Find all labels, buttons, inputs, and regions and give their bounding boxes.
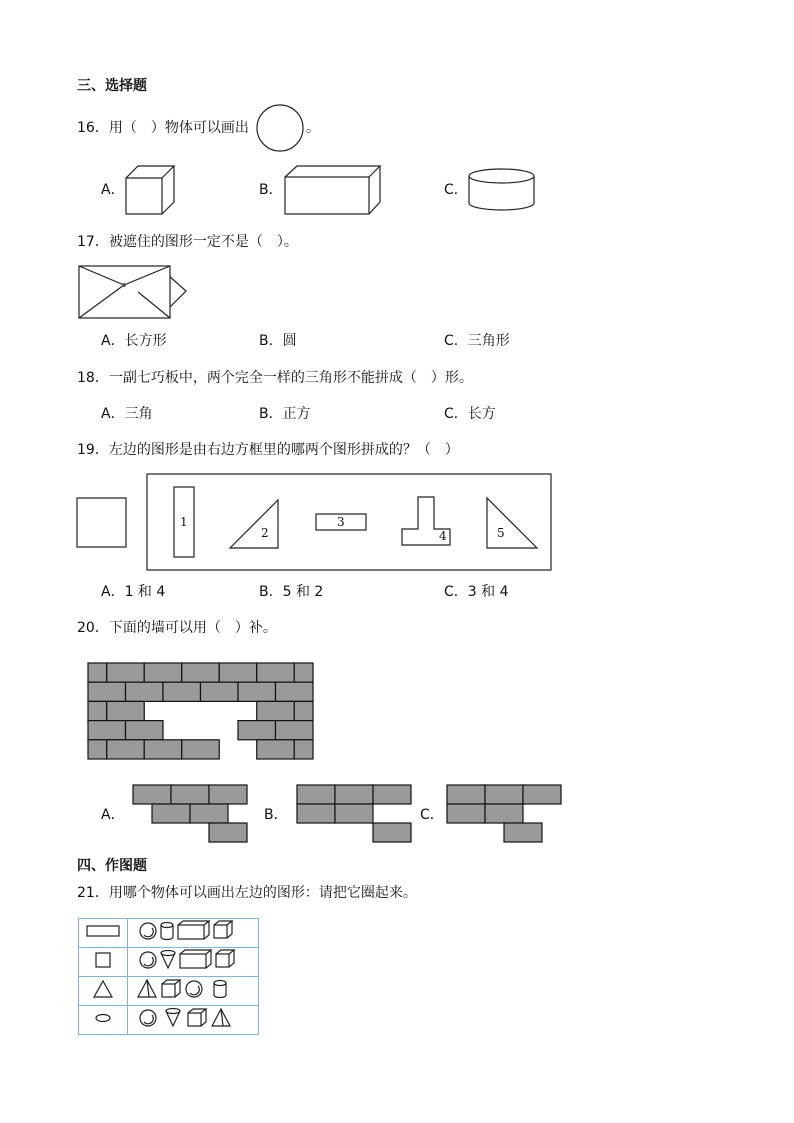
wall-brick xyxy=(107,701,145,720)
wall-brick xyxy=(126,721,164,740)
cube-icon xyxy=(188,1009,206,1026)
cube-icon xyxy=(216,950,234,967)
wall-brick xyxy=(294,740,313,759)
wall-brick xyxy=(144,740,182,759)
q21-row4-objects[interactable] xyxy=(128,1006,259,1035)
q16-stem-suffix: 。 xyxy=(306,120,320,136)
wall-brick xyxy=(88,701,107,720)
cone-icon xyxy=(166,1009,180,1027)
cube-icon xyxy=(162,980,180,997)
q21-row2-objects[interactable] xyxy=(128,948,259,977)
piece-3-label: 3 xyxy=(337,515,345,529)
wall-brick xyxy=(257,701,295,720)
q16-option-b-label[interactable]: B． xyxy=(259,182,283,198)
q18-option-a[interactable]: A．三角 xyxy=(101,406,153,422)
wall-brick xyxy=(257,740,295,759)
q19-option-b[interactable]: B．5 和 2 xyxy=(259,584,324,600)
oval-icon xyxy=(96,1015,110,1022)
cone-icon xyxy=(161,951,175,969)
square-icon xyxy=(96,953,110,967)
section-title-drawing: 四、作图题 xyxy=(77,858,147,874)
sphere-icon xyxy=(140,923,156,939)
piece-1 xyxy=(174,487,194,557)
sphere-icon xyxy=(186,981,202,997)
q16-option-c-label[interactable]: C． xyxy=(444,182,468,198)
q20-stem: 20．下面的墙可以用（ ）补。 xyxy=(77,620,277,636)
q19-stem: 19．左边的图形是由右边方框里的哪两个图形拼成的？（ ） xyxy=(77,442,459,458)
cylinder-icon xyxy=(214,981,226,998)
q17-stem: 17．被遮住的图形一定不是（ ）。 xyxy=(77,234,298,250)
q21-stem: 21．用哪个物体可以画出左边的图形：请把它圈起来。 xyxy=(77,885,417,901)
q21-row4-shape xyxy=(79,1006,128,1035)
pieces-frame xyxy=(146,473,553,572)
pyramid-icon xyxy=(212,1009,230,1026)
q18-option-b[interactable]: B．正方 xyxy=(259,406,311,422)
section-title-choice: 三、选择题 xyxy=(77,78,147,94)
wall-brick xyxy=(144,663,182,682)
pyramid-icon xyxy=(138,980,156,997)
sphere-icon xyxy=(140,1010,156,1026)
wall-brick xyxy=(238,721,276,740)
wall-brick xyxy=(88,740,107,759)
q18-option-c[interactable]: C．长方 xyxy=(444,406,496,422)
q21-row1-objects[interactable] xyxy=(128,919,259,948)
q20-option-b-bricks[interactable] xyxy=(296,784,414,846)
cuboid-icon[interactable] xyxy=(284,165,382,215)
wall-brick xyxy=(88,663,107,682)
q18-stem: 18．一副七巧板中，两个完全一样的三角形不能拼成（ ）形。 xyxy=(77,370,473,386)
q17-option-c[interactable]: C．三角形 xyxy=(444,333,510,349)
piece-1-label: 1 xyxy=(180,515,188,529)
q16-stem: 16．用（ ）物体可以画出 xyxy=(77,120,249,136)
wall-brick xyxy=(276,721,314,740)
wall-brick xyxy=(163,682,201,701)
wall-brick xyxy=(182,740,220,759)
wall-brick xyxy=(107,740,145,759)
rectangle-icon xyxy=(87,926,119,936)
q21-row3-objects[interactable] xyxy=(128,977,259,1006)
sphere-icon xyxy=(140,952,156,968)
cube-icon xyxy=(214,921,232,938)
cuboid-icon xyxy=(180,950,211,968)
q20-option-c-label[interactable]: C． xyxy=(420,807,444,823)
wall-brick xyxy=(88,721,126,740)
piece-5-label: 5 xyxy=(497,526,505,540)
wall-brick xyxy=(219,663,257,682)
wall-brick xyxy=(238,682,276,701)
circle-icon xyxy=(255,104,305,152)
q20-option-c-bricks[interactable] xyxy=(446,784,564,846)
cylinder-icon xyxy=(161,923,173,940)
wall-brick xyxy=(257,663,295,682)
q21-table xyxy=(78,918,259,1035)
target-square-shape xyxy=(76,497,128,549)
brick-wall xyxy=(87,662,317,762)
piece-4 xyxy=(402,497,450,545)
q17-option-a[interactable]: A．长方形 xyxy=(101,333,167,349)
wall-brick xyxy=(276,682,314,701)
q20-option-a-label[interactable]: A． xyxy=(101,807,125,823)
q19-option-c[interactable]: C．3 和 4 xyxy=(444,584,509,600)
piece-3 xyxy=(316,514,366,530)
q21-row3-shape xyxy=(79,977,128,1006)
envelope-covered-shape xyxy=(78,265,188,320)
q21-row1-shape xyxy=(79,919,128,948)
q16-option-a-label[interactable]: A． xyxy=(101,182,125,198)
wall-brick xyxy=(126,682,164,701)
wall-brick xyxy=(201,682,239,701)
piece-2 xyxy=(230,500,278,548)
wall-brick xyxy=(107,663,145,682)
wall-brick xyxy=(88,682,126,701)
piece-2-label: 2 xyxy=(261,526,269,540)
q20-option-b-label[interactable]: B． xyxy=(264,807,288,823)
q17-option-b[interactable]: B．圆 xyxy=(259,333,297,349)
wall-brick xyxy=(294,701,313,720)
q21-row2-shape xyxy=(79,948,128,977)
cube-icon[interactable] xyxy=(125,165,177,215)
q20-option-a-bricks[interactable] xyxy=(132,784,250,846)
wall-brick xyxy=(294,663,313,682)
piece-4-label: 4 xyxy=(439,529,447,543)
piece-5 xyxy=(487,498,537,548)
cylinder-icon[interactable] xyxy=(467,168,537,212)
triangle-icon xyxy=(94,981,112,997)
q19-option-a[interactable]: A．1 和 4 xyxy=(101,584,166,600)
wall-brick xyxy=(182,663,220,682)
cuboid-icon xyxy=(178,921,209,939)
